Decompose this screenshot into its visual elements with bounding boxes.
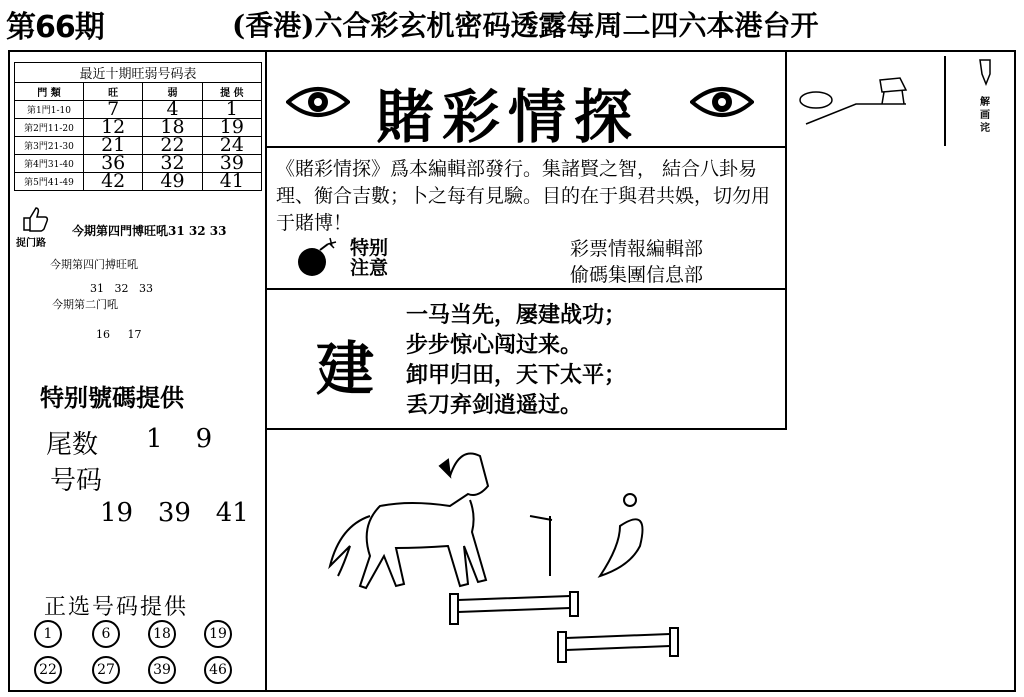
offer-cell: 1 (202, 101, 261, 119)
hot-weak-table (14, 62, 262, 191)
weak-cell: 18 (143, 119, 202, 137)
table-caption: 最近十期旺弱号码表 (15, 63, 262, 83)
issue-number: 第66期 (6, 10, 104, 45)
group-cell: 第1門1-10 (15, 101, 84, 119)
intro-text: 《賭彩情探》爲本編輯部發行。集諸賢之智， 結合八卦易理、衡合吉數；卜之每有見驗。目的在于與君共娛，切勿用于賭博！ (276, 158, 771, 234)
pick-number: 46 (204, 656, 232, 684)
pick-title: 正选号码提供 (44, 595, 189, 620)
page-title: (香港)六合彩玄机密码透露每周二四六本港台开 (232, 9, 819, 42)
poem-line: 卸甲归田，天下太平； (406, 362, 627, 388)
group-cell: 第5門41-49 (15, 173, 84, 191)
weak-cell: 22 (143, 137, 202, 155)
side-label: 解画诧 (980, 97, 990, 134)
pointing-hand-icon (976, 58, 996, 88)
tip-line: 今期第四門博旺吼31 32 33 (72, 224, 227, 238)
code-values: 19 39 41 (100, 498, 249, 528)
hot-cell: 36 (84, 155, 143, 173)
table-header: 弱 (143, 83, 202, 101)
pick-number: 39 (148, 656, 176, 684)
weak-cell: 32 (143, 155, 202, 173)
pick-number: 1 (34, 620, 62, 648)
poem-line: 丢刀弃剑逍遥过。 (406, 392, 583, 418)
tail-label: 尾数 (46, 430, 99, 460)
poem-line: 一马当先，屡建战功； (406, 302, 627, 328)
pick-number: 18 (148, 620, 176, 648)
hot-cell: 7 (84, 101, 143, 119)
banner-title: 賭彩情探 (376, 83, 641, 151)
divider-poem (265, 428, 785, 430)
table-header: 旺 (84, 83, 143, 101)
tail-values: 1 9 (146, 424, 213, 454)
eye-icon (690, 82, 754, 122)
poem (406, 300, 626, 420)
table-row (15, 173, 262, 191)
side-illustration (796, 60, 916, 140)
weak-cell: 4 (143, 101, 202, 119)
dept-label: 偷碼集團信息部 (570, 264, 704, 286)
hot-cell: 12 (84, 119, 143, 137)
side-divider (944, 56, 946, 146)
group-cell: 第4門31-40 (15, 155, 84, 173)
pick-number: 6 (92, 620, 120, 648)
tip-numbers: 16 17 (96, 328, 142, 341)
horse-illustration (300, 436, 720, 686)
poem-key-character: 建 (316, 335, 375, 403)
offer-cell: 19 (202, 119, 261, 137)
special-title: 特别號碼提供 (40, 384, 184, 412)
group-cell: 第2門11-20 (15, 119, 84, 137)
notice-label: 特别 注意 (350, 237, 389, 279)
eye-icon (286, 82, 350, 122)
weak-cell: 49 (143, 173, 202, 191)
tip-line: 今期第四门搏旺吼 (50, 258, 138, 271)
table-header: 門 類 (15, 83, 84, 101)
group-cell: 第3門21-30 (15, 137, 84, 155)
divider-intro (265, 288, 785, 290)
thumbs-up-icon (20, 204, 50, 232)
bomb-icon (294, 236, 342, 278)
tip-line: 今期第二门吼 (52, 298, 118, 311)
offer-cell: 24 (202, 137, 261, 155)
offer-cell: 39 (202, 155, 261, 173)
pick-number: 22 (34, 656, 62, 684)
divider-right (785, 50, 787, 430)
poem-line: 步步惊心闯过来。 (406, 332, 583, 358)
table-header: 提 供 (202, 83, 261, 101)
tip-icon-label: 捉门路 (16, 238, 46, 249)
hot-cell: 21 (84, 137, 143, 155)
offer-cell: 41 (202, 173, 261, 191)
hot-cell: 42 (84, 173, 143, 191)
code-label: 号码 (50, 466, 103, 496)
pick-number: 19 (204, 620, 232, 648)
tip-numbers: 31 32 33 (90, 282, 153, 295)
dept-label: 彩票情報編輯部 (570, 238, 704, 260)
pick-number: 27 (92, 656, 120, 684)
